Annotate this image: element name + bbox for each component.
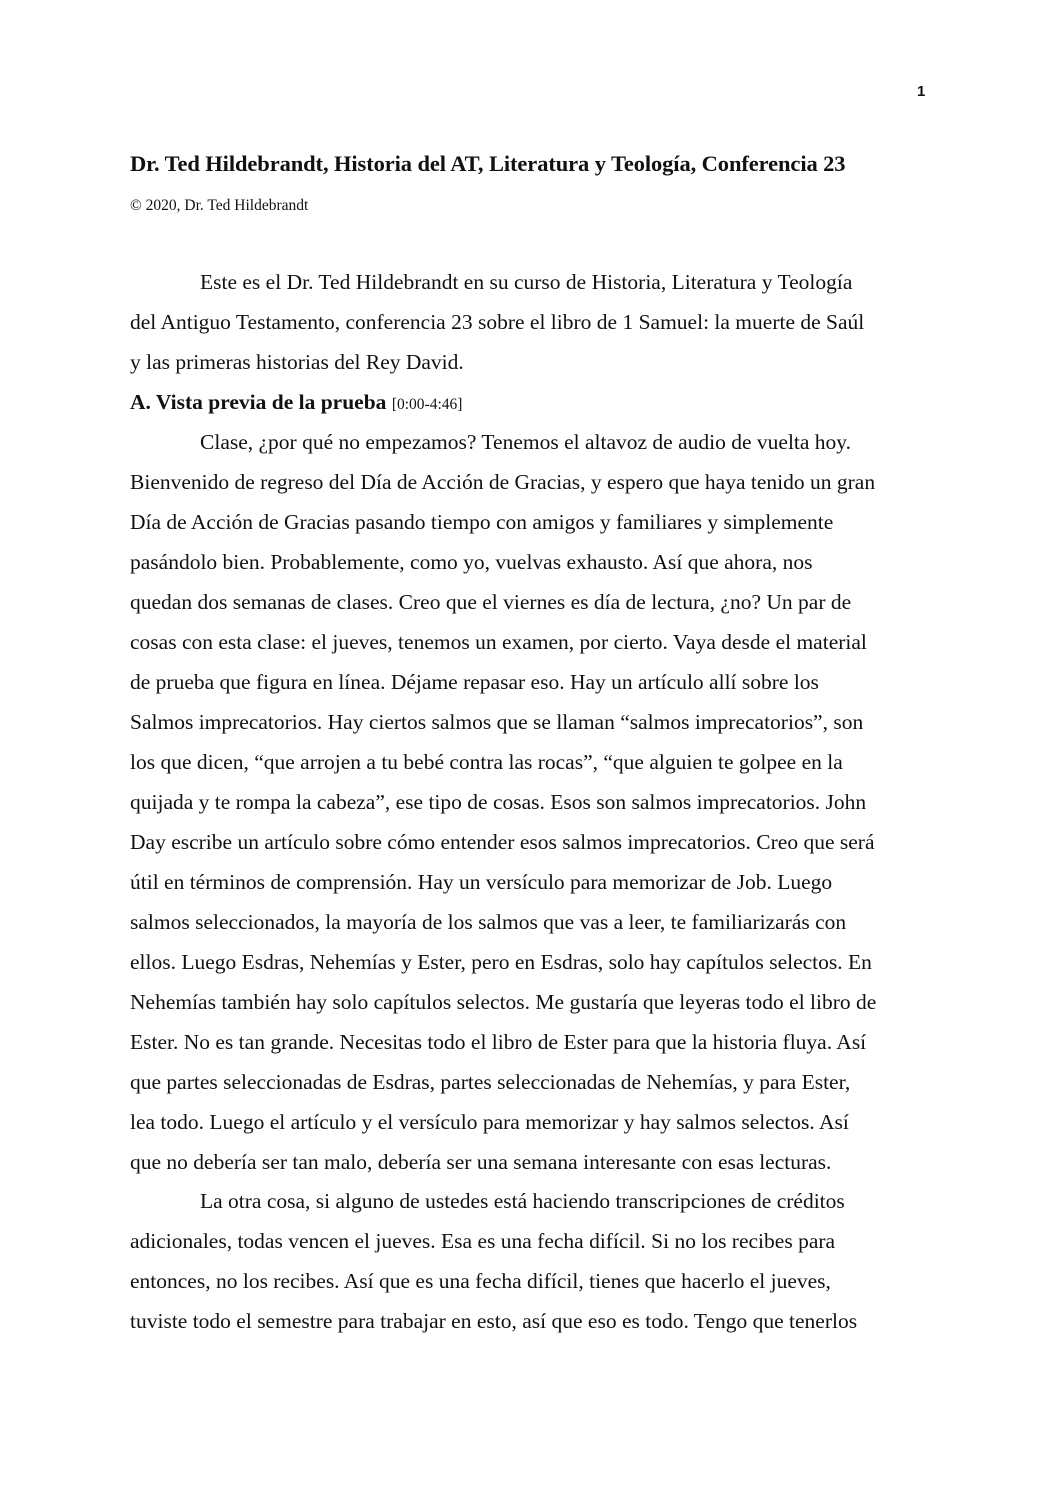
paragraph-line: pasándolo bien. Probablemente, como yo, vuelvas exhausto. Así que ahora, nos xyxy=(130,550,813,574)
paragraph-line: Bienvenido de regreso del Día de Acción de Gracias, y espero que haya tenido un gran xyxy=(130,470,876,494)
paragraph-line: salmos seleccionados, la mayoría de los salmos que vas a leer, te familiarizarás con xyxy=(130,910,847,934)
paragraph-line: lea todo. Luego el artículo y el versículo para memorizar y hay salmos selectos. Así xyxy=(130,1110,849,1134)
paragraph-line: ellos. Luego Esdras, Nehemías y Ester, pero en Esdras, solo hay capítulos selectos. En xyxy=(130,950,872,974)
paragraph-line: cosas con esta clase: el jueves, tenemos un examen, por cierto. Vaya desde el material xyxy=(130,630,867,654)
paragraph-line: Este es el Dr. Ted Hildebrandt en su curso de Historia, Literatura y Teología xyxy=(200,270,853,294)
section-heading-text: A. Vista previa de la prueba xyxy=(130,390,387,414)
paragraph-line: Ester. No es tan grande. Necesitas todo el libro de Ester para que la historia fluya. Así xyxy=(130,1030,867,1054)
document-title: Dr. Ted Hildebrandt, Historia del AT, Literatura y Teología, Conferencia 23 xyxy=(130,151,846,176)
paragraph-line: del Antiguo Testamento, conferencia 23 sobre el libro de 1 Samuel: la muerte de Saúl xyxy=(130,310,865,334)
paragraph-line: La otra cosa, si alguno de ustedes está haciendo transcripciones de créditos xyxy=(200,1189,845,1213)
paragraph-line: Day escribe un artículo sobre cómo entender esos salmos imprecatorios. Creo que será xyxy=(130,830,875,854)
body-paragraph-1 xyxy=(130,422,932,1182)
paragraph-line: adicionales, todas vencen el jueves. Esa es una fecha difícil. Si no los recibes para xyxy=(130,1229,836,1253)
body-paragraph-2 xyxy=(130,1181,932,1341)
paragraph-line: de prueba que figura en línea. Déjame repasar eso. Hay un artículo allí sobre los xyxy=(130,670,819,694)
paragraph-line: útil en términos de comprensión. Hay un versículo para memorizar de Job. Luego xyxy=(130,870,833,894)
page-number: 1 xyxy=(917,83,926,100)
paragraph-line: Clase, ¿por qué no empezamos? Tenemos el altavoz de audio de vuelta hoy. xyxy=(200,430,852,454)
paragraph-line: Día de Acción de Gracias pasando tiempo con amigos y familiares y simplemente xyxy=(130,510,834,534)
paragraph-line: quijada y te rompa la cabeza”, ese tipo de cosas. Esos son salmos imprecatorios. John xyxy=(130,790,867,814)
paragraph-line: que no debería ser tan malo, debería ser una semana interesante con esas lecturas. xyxy=(130,1150,832,1174)
section-timestamp: [0:00-4:46] xyxy=(391,396,463,413)
paragraph-line: que partes seleccionadas de Esdras, partes seleccionadas de Nehemías, y para Ester, xyxy=(130,1070,851,1094)
paragraph-line: quedan dos semanas de clases. Creo que el viernes es día de lectura, ¿no? Un par de xyxy=(130,590,852,614)
section-heading xyxy=(130,382,462,425)
paragraph-line: los que dicen, “que arrojen a tu bebé contra las rocas”, “que alguien te golpee en la xyxy=(130,750,843,774)
paragraph-line: y las primeras historias del Rey David. xyxy=(130,350,464,374)
paragraph-line: Salmos imprecatorios. Hay ciertos salmos que se llaman “salmos imprecatorios”, son xyxy=(130,710,864,734)
paragraph-line: tuviste todo el semestre para trabajar en esto, así que eso es todo. Tengo que tenerlos xyxy=(130,1309,858,1333)
paragraph-line: entonces, no los recibes. Así que es una fecha difícil, tienes que hacerlo el jueves, xyxy=(130,1269,831,1293)
intro-paragraph xyxy=(130,262,932,382)
copyright-notice: © 2020, Dr. Ted Hildebrandt xyxy=(130,197,309,214)
paragraph-line: Nehemías también hay solo capítulos selectos. Me gustaría que leyeras todo el libro de xyxy=(130,990,877,1014)
